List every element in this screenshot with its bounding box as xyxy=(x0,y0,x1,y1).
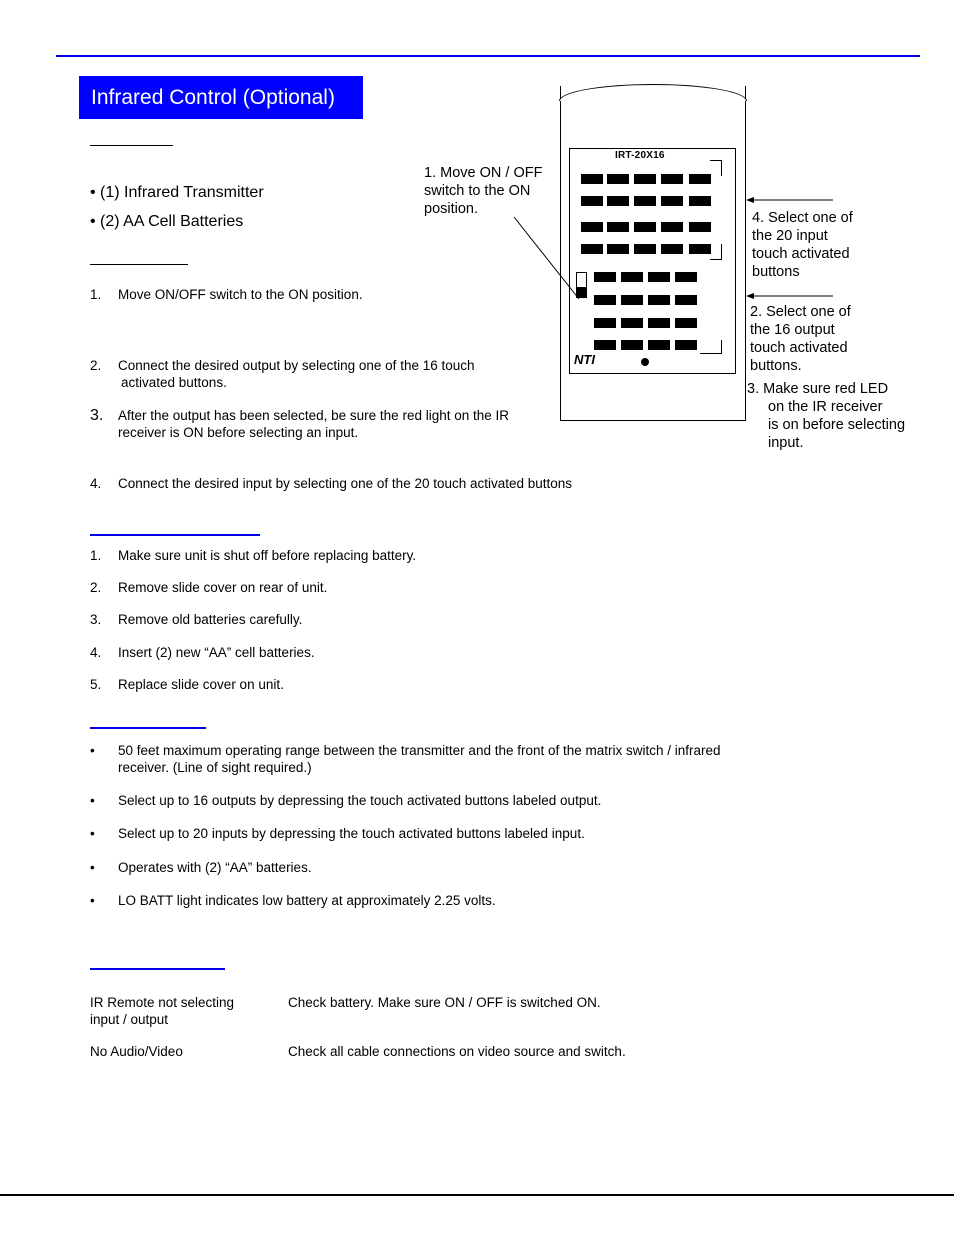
input-arrow-head xyxy=(746,197,754,203)
callout-input xyxy=(752,209,853,281)
callout-line: 2. Select one of xyxy=(750,304,851,320)
spec-item: • LO BATT light indicates low battery at approximately 2.25 volts. xyxy=(90,893,496,908)
callout-led xyxy=(747,380,905,452)
problem-text: IR Remote not selecting xyxy=(90,995,235,1010)
step-text: Make sure unit is shut off before replacing battery. xyxy=(118,548,417,563)
callout-line: switch to the ON xyxy=(424,183,531,199)
callout-output xyxy=(750,303,851,375)
materials-item: • (1) Infrared Transmitter xyxy=(90,184,264,201)
callout-line: the 20 input xyxy=(752,228,828,244)
callout-switch xyxy=(424,164,542,218)
callout-line: the 16 output xyxy=(750,322,835,338)
trouble-solution: Check battery. Make sure ON / OFF is switched ON. xyxy=(288,995,601,1010)
spec-text: Operates with (2) “AA” batteries. xyxy=(118,860,312,875)
spec-item: • Select up to 20 inputs by depressing the touch activated buttons labeled input. xyxy=(90,826,585,841)
step-number: 3. xyxy=(90,612,102,627)
callout-line: 1. Move ON / OFF xyxy=(424,165,543,181)
spec-text: 50 feet maximum operating range between the transmitter and the front of the matrix switch / infrared xyxy=(118,743,721,758)
step-text: Remove old batteries carefully. xyxy=(118,612,303,627)
spec-text-cont: receiver. (Line of sight required.) xyxy=(118,760,312,775)
step-text: Insert (2) new “AA” cell batteries. xyxy=(118,645,315,660)
step-number: 1. xyxy=(90,548,102,563)
switch-leader-line xyxy=(514,217,579,299)
step-number: 1. xyxy=(90,287,102,302)
callout-line: is on before selecting xyxy=(768,417,906,433)
callout-line: on the IR receiver xyxy=(768,399,883,415)
callout-line: touch activated xyxy=(750,340,848,356)
spec-item: • Operates with (2) “AA” batteries. xyxy=(90,860,312,875)
materials-item-text: (2) AA Cell Batteries xyxy=(100,213,244,230)
step-text: Connect the desired input by selecting one of the 20 touch activated buttons xyxy=(118,476,573,491)
page-title: Infrared Control (Optional) xyxy=(79,76,363,119)
step-number: 5. xyxy=(90,677,102,692)
callout-line: buttons xyxy=(752,264,800,280)
step-number: 4. xyxy=(90,645,102,660)
step-text: After the output has been selected, be sure the red light on the IR xyxy=(118,408,510,423)
step-text: Move ON/OFF switch to the ON position. xyxy=(118,287,363,302)
step-text-cont: receiver is ON before selecting an input. xyxy=(118,425,359,440)
step-number: 4. xyxy=(90,476,102,491)
step-text-cont: activated buttons. xyxy=(121,375,227,390)
spec-text: Select up to 20 inputs by depressing the touch activated buttons labeled input. xyxy=(118,826,585,841)
remote-model-label: IRT-20X16 xyxy=(615,150,665,161)
materials-item-text: (1) Infrared Transmitter xyxy=(100,184,264,201)
output-arrow-head xyxy=(746,293,754,299)
step-number: 2. xyxy=(90,580,102,595)
step-number: 3. xyxy=(90,407,104,424)
materials-item: • (2) AA Cell Batteries xyxy=(90,213,244,230)
callout-line: position. xyxy=(424,201,479,217)
callout-line: 3. Make sure red LED xyxy=(747,381,889,397)
step-number: 2. xyxy=(90,358,102,373)
remote-brand-logo: NTI xyxy=(574,352,595,367)
spec-item: • 50 feet maximum operating range between the transmitter and the front of the matrix switch / infrared receiver. (Line of sight required.) xyxy=(90,743,721,775)
step-text: Remove slide cover on rear of unit. xyxy=(118,580,328,595)
callout-line: 4. Select one of xyxy=(752,210,853,226)
spec-text: LO BATT light indicates low battery at approximately 2.25 volts. xyxy=(118,893,496,908)
problem-text-cont: input / output xyxy=(90,1012,169,1027)
trouble-problem: No Audio/Video xyxy=(90,1044,183,1059)
callout-line: touch activated xyxy=(752,246,850,262)
trouble-solution: Check all cable connections on video source and switch. xyxy=(288,1044,626,1059)
callout-line: buttons. xyxy=(750,358,802,374)
callout-line: input. xyxy=(768,435,804,451)
spec-text: Select up to 16 outputs by depressing the touch activated buttons labeled output. xyxy=(118,793,602,808)
spec-item: • Select up to 16 outputs by depressing the touch activated buttons labeled output. xyxy=(90,793,602,808)
step-text: Replace slide cover on unit. xyxy=(118,677,284,692)
step-text: Connect the desired output by selecting one of the 16 touch xyxy=(118,358,475,373)
